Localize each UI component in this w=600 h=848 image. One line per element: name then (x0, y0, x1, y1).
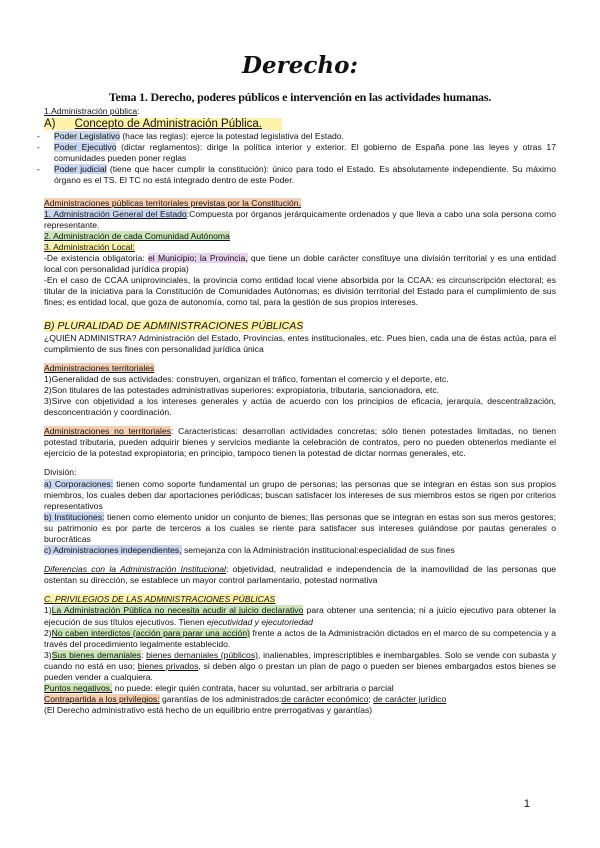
institutions-paragraph: b) Instituciones: tienen como elemento unidor un conjunto de bienes; llas personas que se integran en estas son sus meros gestores; su patrimonio es por parte de terceros a los cuales se riente para satisfacer sus intereses guiándose por pautas generales o burocráticas (44, 511, 556, 544)
negative-points: Puntos negativos, no puede: elegir quién contrata, hacer su voluntad, ser arbitraria o parcial (44, 683, 394, 694)
list-item: - Poder Legislativo (hace las reglas): ejerce la potestad legislativa del Estado. (44, 131, 556, 142)
local-paragraph: -De existencia obligatoria: el Municipio; la Provincia, que tiene un doble carácter constituye una división territorial y es una entidad local con personalidad jurídica propia) (44, 253, 556, 275)
privilege-item: 2)No caben interdictos (acción para parar una acción) frente a actos de la Administración dictados en el marco de su competencia y a través del procedimiento legalmente establecido. (44, 627, 557, 649)
closing-note: (El Derecho administrativo está hecho de un equilibrio entre prerrogativas y garantías) (44, 705, 373, 716)
corporations-paragraph: a) Corporaciones: tienen como soporte fundamental un grupo de personas; las personas que se integran en éstas son sus propios miembros, los cuales deben dar aportaciones periódicas; buscan satisfacer los intereses de sus miembros estos se rigen por criterios representativos (44, 478, 556, 511)
list-item: 2)Son titulares de las potestades administrativas superiores: expropiatoria, tributaria, sancionadora, etc. (44, 384, 440, 395)
non-territorial-paragraph: Administraciones no territoriales: Características: desarrollan actividades concretas; sólo tienen potestades limitadas, no tienen potestad tributaria, pueden adquirir bienes y servicios mediante la celebración de contratos, pero no pueden obtenerlos mediante el ejercicio de la potestad expropiatoria; en principio, tampoco tienen la potestad de dictar normas generales, etc. (44, 426, 557, 459)
counterpart: Contrapartida a los privilegios: garantías de los administrados:de carácter económico; de carácter jurídico (44, 694, 447, 705)
territorial-heading: Administraciones públicas territoriales previstas por la Constitución. (44, 197, 301, 208)
plurality-heading: B) PLURALIDAD DE ADMINISTRACIONES PÚBLICAS (44, 319, 304, 332)
section-1-heading: 1.Administración pública (44, 106, 138, 116)
differences-paragraph: Diferencias con la Administración Institucional: objetividad, neutralidad e independencia de la inamovilidad de las personas que ostentan su dirección, se establece un mayor control parlamentario, potestad normativa (44, 564, 556, 586)
territorial-item: 3. Administración Local: (44, 241, 135, 252)
plurality-intro: ¿QUIÉN ADMINISTRA? Administración del Estado, Provincias, entes institucionales, etc. Pues bien, cada una de éstas actúa, para el cumplimiento de sus fines con personalidad jurídica única (44, 332, 556, 354)
subsection-a-heading: A) Concepto de Administración Pública. (44, 117, 556, 131)
list-item: - Poder Ejecutivo (dictar reglamentos): dirige la política interior y exterior. El gobierno de España pone las leyes y otras 17 comunidades pueden poner reglas (44, 142, 556, 164)
territorial-admin-heading: Administraciones territoriales (44, 362, 155, 373)
privilege-item: 3)Sus bienes demaniales: bienes demaniales (públicos), inalienables, imprescriptibles e inembargables. Solo se vende con subasta y cuando no está en uso; bienes privados, si deben algo o prestan un plan de pago o pueden ser bienes embargados estos bienes se pueden vender a cualquiera. (44, 649, 557, 683)
section-heading: 1.Administración pública: (44, 106, 140, 116)
powers-list (44, 131, 556, 186)
list-item: - Poder judicial (tiene que hacer cumplir la constitución): único para todo el Estado. Es absolutamente independiente. Su máximo órgano es el TS. El TC no está integrado dentro de este Poder. (44, 164, 556, 186)
division-heading: División: (44, 467, 77, 478)
territorial-item: 2. Administración de cada Comunidad Autónoma (44, 230, 230, 241)
territorial-item: 1. Administración General del Estado:Compuesta por órganos jerárquicamente ordenados y que lleva a cabo una sola persona como representante. (44, 208, 556, 230)
list-item: 1)Generalidad de sus actividades: construyen, organizan el tráfico, fomentan el comercio y el deporte, etc. (44, 373, 449, 384)
document-subtitle: Tema 1. Derecho, poderes públicos e intervención en las actividades humanas. (108, 90, 492, 104)
ccaa-paragraph: -En el caso de CCAA uniprovinciales, la provincia como entidad local viene absorbida por la CCAA: es circunscripción electoral; es titular de la iniciativa para la Constitución de Comunidades Autónomas; es división territorial del Estado para el cumplimiento de sus fines; es entidad local, que goza de autonomía, como tal, para la gestión de sus propios intereses. (44, 275, 556, 308)
privilege-item: 1)La Administración Pública no necesita acudir al juicio declarativo para obtener una sentencia; ni a juicio ejecutivo para obtener la ejecución de sus títulos ejecutivos. Tienen ejecutividad y ejecutoriedad (44, 605, 556, 627)
document-body (44, 106, 556, 716)
independent-paragraph: c) Administraciones independientes, semejanza con la Administración institucional:especialidad de sus fines (44, 545, 455, 556)
list-item: 3)Sirve con objetividad a los intereses generales y actúa de acuerdo con los principios de eficacia, jerarquía, descentralización, desconcentración y coordinación. (44, 395, 556, 418)
document-title: Derecho: (242, 52, 358, 79)
privileges-heading: C. PRIVILEGIOS DE LAS ADMINISTRACIONES PÚBLICAS (44, 594, 276, 605)
page-number: 1 (523, 798, 530, 810)
